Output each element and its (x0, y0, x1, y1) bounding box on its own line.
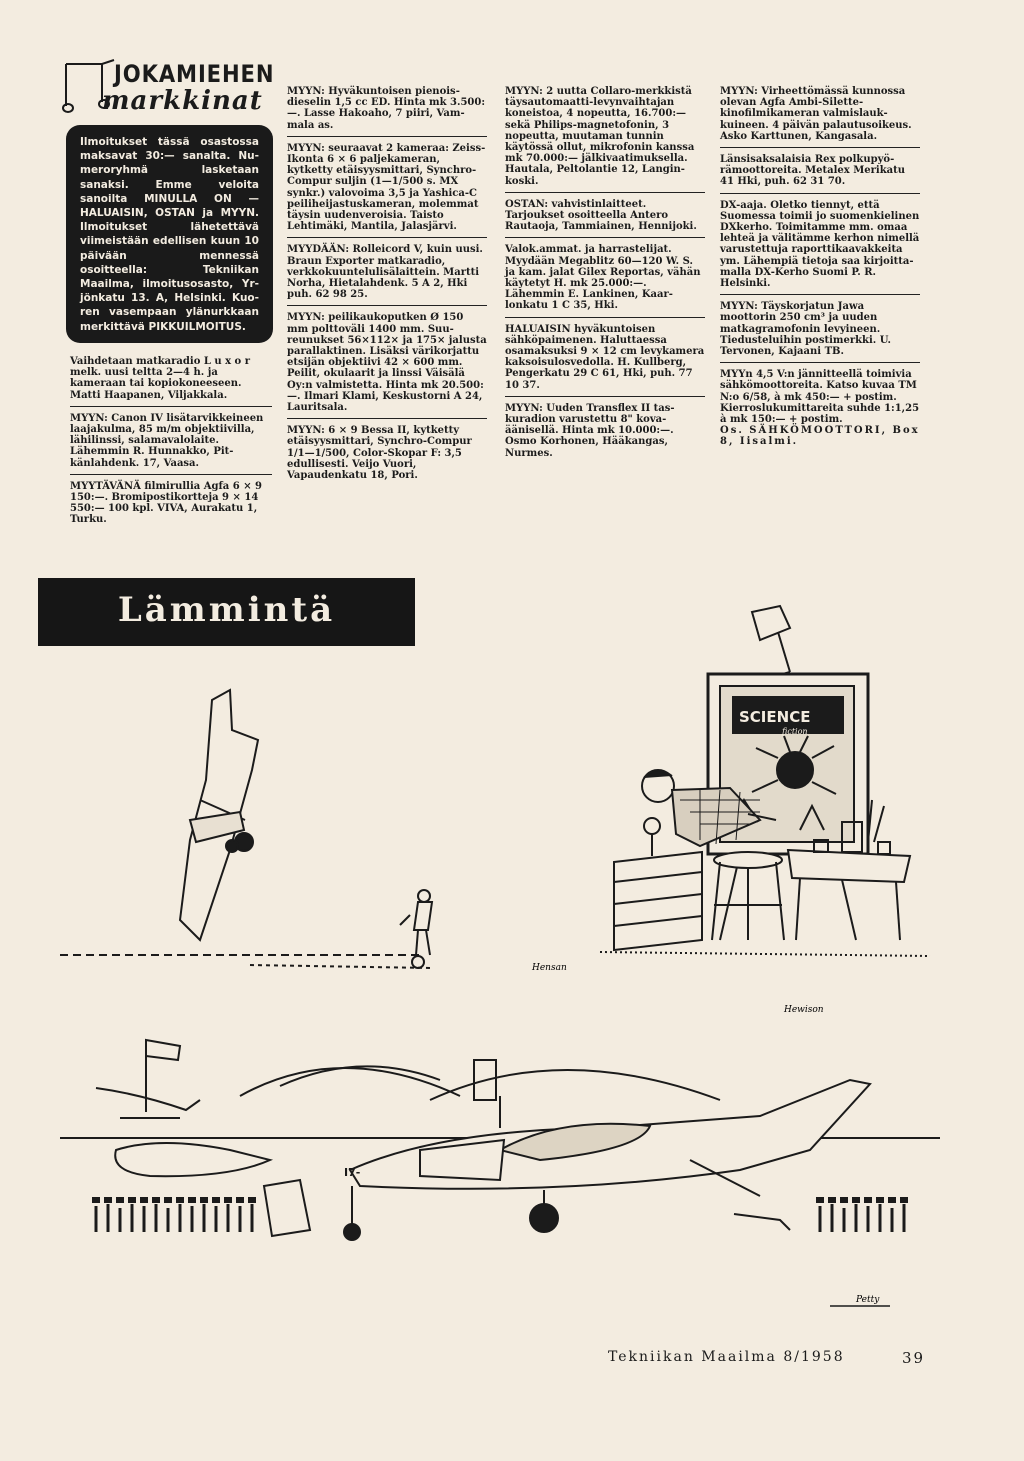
plane-marking: I7- (344, 1166, 361, 1179)
painter-cartoon (600, 606, 930, 956)
page-number: 39 (902, 1349, 926, 1367)
science-sign-subtext: fiction (782, 727, 808, 736)
signature-hensan: Hensan (532, 963, 567, 973)
signature-hewison: Hewison (784, 1005, 824, 1015)
classified-ad: MYYN: Canon IV lisätarvikkeineen laajakulma, 85 m/m objektiivilla, lähilinssi, salamavalolaite. Lähemmin R. Hunnakko, Pitkänlahdenk. 17, Vaasa. (70, 412, 264, 469)
classified-ad: MYYN: seuraavat 2 kameraa: Zeiss-Ikonta 6 × 6 paljekameran, kytketty etäisyysmittari, Synchro-Compur suljin (1—1/500 s. MX synkr.) valovoima 3,5 ja Yashica-C peiliheijastuskameran, molemmat täysin uudenveroisia. Taisto Lehtimäki, Mantila, Jalasjärvi. (287, 142, 486, 233)
falling-plane-cartoon (60, 690, 432, 968)
classified-ad: MYYDÄÄN: Rolleicord V, kuin uusi. Braun Exporter matkaradio, verkkokuuntelulisälaittein. Martti Norha, Hietalahdenk. 5 A 2, Hki puh. 62 98 25. (287, 244, 483, 301)
rates-notice: Ilmoitukset tässä osastossa maksavat 30:— sanalta. Numeroryhmä lasketaan sanaksi. Emme veloita sanoilta MINULLA ON — HALUAISIN, OSTAN ja MYYN. Ilmoitukset lähetettävä viimeistään edellisen kuun 10 päivään mennessä osoitteella: Tekniikan Maailma, ilmoitusosasto, Yrjönkatu 13. A, Helsinki. Kuoren vasempaan ylänurkkaan merkittävä PIKKUILMOITUS. (66, 125, 273, 343)
classified-ad: OSTAN: vahvistinlaitteet. Tarjoukset osoitteella Antero Rautaoja, Tammiainen, Hennijoki. (505, 198, 697, 233)
classified-ad: Länsisaksalaisia Rex polkupyörämoottoreita. Metalex Merikatu 41 Hki, puh. 62 31 70. (720, 154, 905, 188)
classified-ad: MYYN: Täyskorjatun Jawa moottorin 250 cm³ ja uuden matkagramofonin levyineen. Tiedusteluihin postimerkki. U. Tervonen, Kajaani TB. (720, 301, 891, 358)
classified-ad: MYYN: 2 uutta Collaro-merkkistä täysautomaatti-levynvaihtajan koneistoa, 4 nopeutta, 16.700:— sekä Philips-magnetofonin, 3 nopeutta, muutaman tunnin käytössä ollut, mikrofonin kanssa mk 70.000:— jälkivaatimuksella. Hautala, Peltolantie 12, Langinkoski. (505, 86, 695, 187)
banner-title: Lämmintä (117, 590, 336, 630)
classified-ad: MYYN: peilikaukoputken Ø 150 mm polttoväli 1400 mm. Suureunukset 56×112× ja 175× jalusta parallaktinen. Lisäksi värikorjattu etsijän objektiivi 42 × 600 mm. Peilit, okulaarit ja linssi Väisälä Oy:n valmistetta. Hinta mk 20.500:—. Ilmari Klami, Keskustorni A 24, Lauritsala. (287, 312, 487, 414)
section-subtitle: markkinat (102, 86, 263, 116)
classified-ad: MYYTÄVÄNÄ filmirullia Agfa 6 × 9 150:—. Bromipostikortteja 9 × 14 550:— 100 kpl. VIVA, Aurakatu 1, Turku. (70, 480, 263, 526)
signature-petty: Petty (856, 1295, 880, 1305)
classified-ad-address: Os. SÄHKÖMOOTTORI, Box 8, Iisalmi. (720, 425, 920, 448)
section-title: JOKAMIEHEN (114, 60, 275, 88)
airfield-cartoon (60, 1040, 940, 1240)
science-sign-text: SCIENCE (739, 708, 811, 726)
classified-ad: MYYN: Virheettömässä kunnossa olevan Agfa Ambi-Silettekinofilmikameran valmislaukkuineen. 4 päivän palautusoikeus. Asko Karttunen, Kangasala. (720, 86, 912, 142)
magazine-issue: Tekniikan Maailma 8/1958 (608, 1349, 845, 1365)
classified-ad: MYYN: 6 × 9 Bessa II, kytketty etäisyysmittari, Synchro-Compur 1/1—1/500, Color-Skopar F: 3,5 edullisesti. Veijo Vuori, Vapaudenkatu 18, Pori. (287, 425, 472, 482)
classified-ad: Valok.ammat. ja harrastelijat. Myydään Megablitz 60—120 W. S. ja kam. jalat Gilex Reportas, vähän käytetyt H. mk 25.000:—. Lähemmin E. Lankinen, Kaarlonkatu 1 C 35, Hki. (505, 244, 701, 312)
classified-ad: Vaihdetaan matkaradio L u x o r melk. uusi teltta 2—4 h. ja kameraan tai kopiokoneeseen. Matti Haapanen, Viljakkala. (70, 356, 250, 401)
classified-ad: HALUAISIN hyväkuntoisen sähköpaimenen. Haluttaessa osamaksuksi 9 × 12 cm levykamera kaksoisulosvedolla. H. Kullberg, Pengerkatu 29 C 61, Hki, puh. 77 10 37. (505, 323, 705, 391)
classified-ad: DX-aaja. Oletko tiennyt, että Suomessa toimii jo suomenkielinen DXkerho. Toimitamme mm. omaa lehteä ja välitämme kerhon nimellä varustettuja raporttikaavakkeita ym. Lähempiä tietoja saa kirjoittamalla DX-Kerho Suomi P. R. Helsinki. (720, 199, 920, 290)
classified-ad: MYYn 4,5 V:n jännitteellä toimivia sähkömoottoreita. Katso kuvaa TM N:o 6/58, à mk 450:— + postim. Kierroslukumittareita suhde 1:1,25 à mk 150:— + postim. (720, 369, 920, 426)
classified-ad: MYYN: Uuden Transflex II taskuradion varustettu 8" kovaäänisellä. Hinta mk 10.000:—. Osmo Korhonen, Hääkangas, Nurmes. (505, 402, 675, 459)
classified-ad: MYYN: Hyväkuntoisen pienoisdieselin 1,5 cc ED. Hinta mk 3.500:—. Lasse Hakoaho, 7 piiri, Vammala as. (287, 86, 486, 131)
